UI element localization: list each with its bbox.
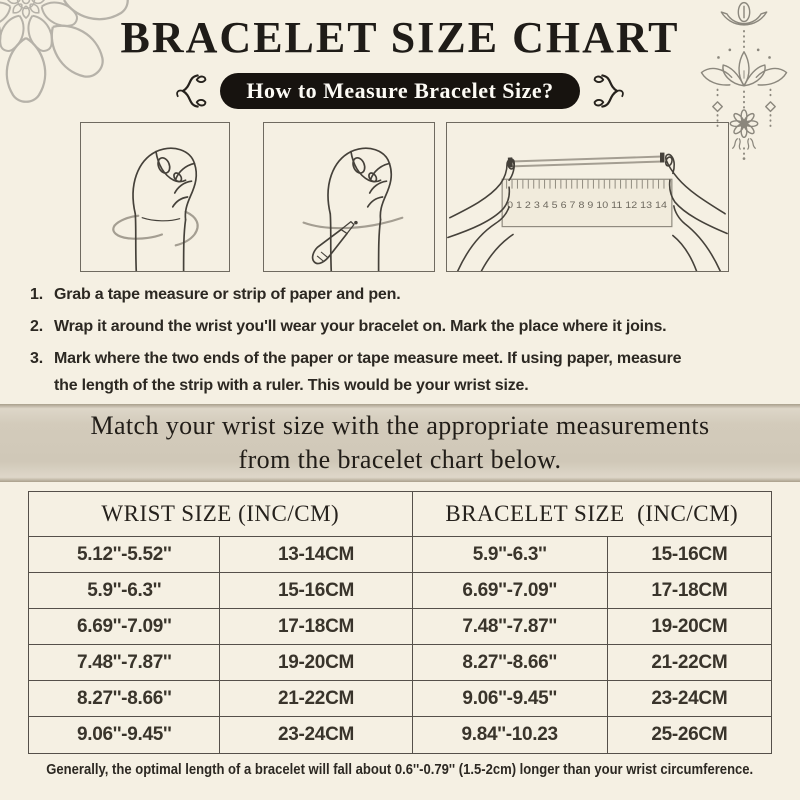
table-cell: 6.69''-7.09'' bbox=[29, 609, 220, 645]
table-cell: 5.12''-5.52'' bbox=[29, 537, 220, 573]
measurement-illustrations bbox=[80, 122, 729, 272]
table-cell: 15-16CM bbox=[608, 537, 771, 573]
table-cell: 5.9''-6.3'' bbox=[413, 537, 608, 573]
table-cell: 25-26CM bbox=[651, 724, 728, 745]
footnote bbox=[0, 761, 800, 779]
how-to-measure-badge: How to Measure Bracelet Size? bbox=[220, 73, 579, 109]
table-cell: 5.9''-6.3'' bbox=[29, 573, 220, 609]
table-cell: 9.06''-9.45'' bbox=[413, 681, 608, 717]
step-number: 3. bbox=[30, 350, 43, 367]
table-cell: 9.84''-10.23 bbox=[413, 717, 608, 753]
instruction-step-3 bbox=[30, 345, 778, 399]
instruction-step-1 bbox=[30, 281, 778, 308]
step-text-line-2: the length of the strip with a ruler. This would be your wrist size. bbox=[54, 377, 529, 394]
table-cell: 21-22CM bbox=[220, 681, 412, 717]
step-number: 1. bbox=[30, 286, 43, 303]
illustration-mark-wrist-with-pen bbox=[263, 122, 435, 272]
illustration-tape-around-wrist bbox=[80, 122, 230, 272]
how-to-measure-badge-row bbox=[0, 70, 800, 112]
table-cell: 19-20CM bbox=[220, 645, 412, 681]
table-cell: 8.27''-8.66'' bbox=[413, 645, 608, 681]
match-wrist-size-banner bbox=[0, 404, 800, 482]
instruction-step-2 bbox=[30, 313, 778, 340]
banner-line-1: Match your wrist size with the appropriate measurements bbox=[90, 411, 710, 440]
measurement-instructions bbox=[30, 281, 778, 404]
squiggle-bracket-right-icon bbox=[592, 70, 630, 112]
footnote-text: Generally, the optimal length of a bracelet will fall about 0.6''-0.79'' (1.5-2cm) longer than your wrist circumference. bbox=[46, 762, 754, 778]
table-cell: 8.27''-8.66'' bbox=[29, 681, 220, 717]
table-cell: 9.06''-9.45'' bbox=[29, 717, 220, 753]
step-number: 2. bbox=[30, 318, 43, 335]
table-cell: 17-18CM bbox=[608, 573, 771, 609]
table-cell: 19-20CM bbox=[608, 609, 771, 645]
step-text-line-1: Mark where the two ends of the paper or tape measure meet. If using paper, measure bbox=[54, 350, 682, 367]
step-text bbox=[54, 345, 778, 399]
page-title: BRACELET SIZE CHART bbox=[120, 13, 680, 62]
ruler-numbers: 0 1 2 3 4 5 6 7 8 9 10 11 12 13 14 bbox=[507, 199, 667, 210]
banner-line-2: from the bracelet chart below. bbox=[238, 445, 562, 474]
table-cell: 23-24CM bbox=[220, 717, 412, 753]
table-cell: 17-18CM bbox=[220, 609, 412, 645]
table-cell: 7.48''-7.87'' bbox=[413, 609, 608, 645]
squiggle-bracket-left-icon bbox=[170, 70, 208, 112]
table-cell: 15-16CM bbox=[220, 573, 412, 609]
table-cell: 6.69''-7.09'' bbox=[413, 573, 608, 609]
bracelet-size-table bbox=[28, 491, 772, 754]
step-text: Wrap it around the wrist you'll wear your bracelet on. Mark the place where it joins. bbox=[54, 318, 667, 335]
table-cell: 13-14CM bbox=[220, 537, 412, 573]
column-header-bracelet-size: BRACELET SIZE (INC/CM) bbox=[413, 492, 771, 537]
table-cell: 7.48''-7.87'' bbox=[29, 645, 220, 681]
illustration-measure-strip-with-ruler bbox=[446, 122, 729, 272]
table-cell: 21-22CM bbox=[608, 645, 771, 681]
column-header-wrist-size: WRIST SIZE (INC/CM) bbox=[29, 492, 413, 537]
table-cell: 23-24CM bbox=[608, 681, 771, 717]
step-text: Grab a tape measure or strip of paper and pen. bbox=[54, 286, 401, 303]
